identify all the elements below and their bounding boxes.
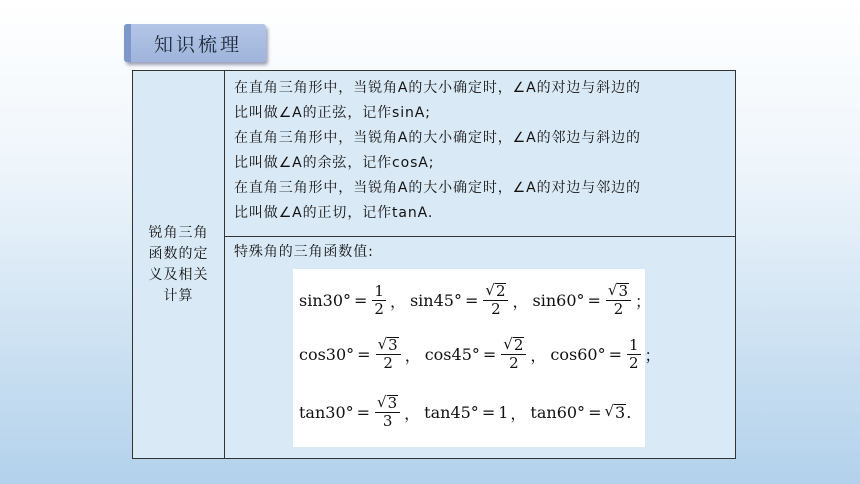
formula-term — [425, 337, 551, 371]
definition-line: 在直角三角形中，当锐角A的大小确定时，∠A的邻边与斜边的 — [234, 130, 641, 146]
fraction — [606, 283, 631, 317]
numerator — [376, 337, 401, 355]
radicand: 3 — [618, 282, 629, 300]
sqrt-expression — [485, 283, 506, 299]
formula-term — [299, 337, 425, 371]
definition-line: 在直角三角形中，当锐角A的大小确定时，∠A的对边与邻边的 — [234, 180, 641, 196]
fraction — [627, 335, 641, 372]
definition-line: 在直角三角形中，当锐角A的大小确定时，∠A的对边与斜边的 — [234, 80, 641, 96]
separator: ， — [404, 345, 421, 365]
equals-sign: = — [354, 290, 368, 310]
special-values-intro: 特殊角的三角函数值: — [234, 244, 374, 260]
separator: ， — [510, 403, 527, 423]
radicand: 3 — [387, 394, 398, 412]
fraction — [375, 395, 400, 429]
radical-sign: √ — [503, 335, 513, 353]
radical-sign: √ — [485, 281, 495, 299]
function-name: sin30° — [299, 290, 351, 310]
radicand: 2 — [495, 282, 506, 300]
radical-sign: √ — [604, 401, 615, 420]
value: 1 — [498, 402, 509, 422]
function-name: cos30° — [299, 344, 355, 364]
numerator: 1 — [374, 281, 384, 300]
radical-sign: √ — [377, 335, 388, 353]
formula-image — [293, 269, 661, 447]
equals-sign: = — [587, 290, 601, 310]
definition-line: 比叫做∠A的余弦，记作cosA; — [234, 155, 435, 171]
special-values-cell — [225, 237, 735, 458]
denominator: 3 — [382, 412, 393, 430]
denominator: 2 — [383, 354, 393, 372]
function-name: tan45° — [424, 402, 479, 422]
radicand: 2 — [513, 336, 524, 354]
definitions-cell — [225, 71, 735, 237]
formula-term — [410, 283, 533, 317]
section-title-tab — [124, 24, 266, 62]
formula-row-tan — [299, 395, 631, 429]
definition-line: 比叫做∠A的正弦，记作sinA; — [234, 105, 431, 121]
separator: ， — [512, 291, 529, 311]
function-name: sin45° — [409, 290, 462, 310]
separator: ， — [530, 345, 547, 365]
formula-term — [533, 283, 656, 317]
section-title: 知识梳理 — [153, 33, 242, 56]
denominator: 2 — [628, 353, 639, 372]
radical-sign: √ — [377, 393, 387, 411]
knowledge-table — [132, 70, 736, 459]
equals-sign: = — [588, 402, 602, 422]
numerator — [606, 283, 631, 301]
equals-sign: = — [482, 344, 497, 364]
end-mark: . — [626, 402, 632, 422]
equals-sign: = — [357, 344, 371, 364]
sqrt-expression — [377, 395, 398, 411]
radicand: 3 — [615, 402, 626, 422]
equals-sign: = — [608, 344, 622, 364]
formula-term — [424, 401, 530, 424]
sqrt-expression — [604, 401, 626, 422]
sqrt-expression — [608, 283, 629, 299]
row-label: 锐角三角函数的定义及相关计算 — [148, 224, 209, 304]
formula-term — [299, 395, 424, 429]
equals-sign: = — [481, 402, 496, 422]
numerator — [375, 395, 400, 413]
separator: ， — [404, 403, 421, 423]
separator: ； — [644, 345, 661, 365]
function-name: sin60° — [532, 290, 585, 310]
numerator: 1 — [628, 335, 639, 354]
function-name: tan60° — [530, 402, 586, 422]
numerator — [501, 337, 526, 355]
denominator: 2 — [509, 354, 519, 372]
fraction — [372, 281, 386, 318]
equals-sign: = — [464, 290, 479, 310]
fraction — [501, 337, 526, 371]
sqrt-expression — [503, 337, 524, 353]
formula-term — [550, 335, 664, 372]
fraction — [376, 337, 401, 371]
radicand: 3 — [388, 336, 398, 354]
radical-sign: √ — [607, 281, 618, 299]
equals-sign: = — [356, 402, 371, 422]
formula-row-sin — [299, 283, 655, 317]
sqrt-expression — [378, 337, 399, 353]
formula-term — [530, 403, 631, 422]
separator: ， — [389, 291, 406, 311]
denominator: 2 — [374, 299, 384, 318]
function-name: tan30° — [299, 402, 354, 422]
function-name: cos60° — [550, 344, 606, 364]
formula-row-cos — [299, 337, 665, 371]
separator: ； — [635, 291, 652, 311]
definition-line: 比叫做∠A的正切，记作tanA. — [234, 205, 434, 221]
denominator: 2 — [491, 300, 501, 318]
fraction — [483, 283, 508, 317]
function-name: cos45° — [424, 344, 480, 364]
denominator: 2 — [613, 300, 624, 318]
formula-term — [299, 281, 410, 318]
numerator — [483, 283, 508, 301]
row-label-cell — [133, 71, 225, 458]
